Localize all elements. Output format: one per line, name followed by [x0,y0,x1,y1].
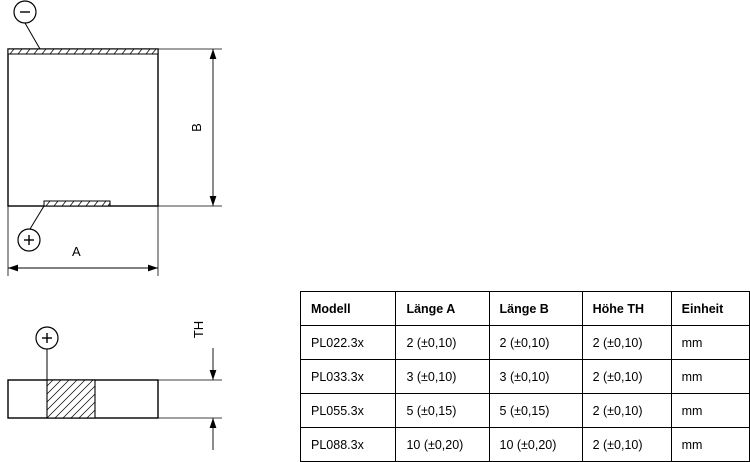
cell-length-b: 3 (±0,10) [489,360,582,394]
dimension-a [8,206,158,276]
header-einheit: Einheit [671,292,749,326]
header-hoehe-th: Höhe TH [582,292,671,326]
table-row [301,326,750,360]
dimension-th [158,348,222,450]
component-body-top [8,49,158,206]
top-view-drawing [0,0,250,285]
plus-leader-line [30,206,44,229]
specification-table [300,291,750,462]
table-row [301,394,750,428]
minus-leader-line [25,23,40,49]
table-row [301,428,750,462]
cell-length-b: 2 (±0,10) [489,326,582,360]
side-plus-sign-icon [42,333,52,343]
table-header-row [301,292,750,326]
plus-sign-icon [24,235,34,245]
cell-height-th: 2 (±0,10) [582,326,671,360]
header-laenge-b: Länge B [489,292,582,326]
cell-unit: mm [671,326,749,360]
cell-length-a: 5 (±0,15) [396,394,489,428]
cell-height-th: 2 (±0,10) [582,428,671,462]
bottom-electrode-band [44,201,110,206]
side-view-drawing [0,300,250,461]
cell-model: PL055.3x [301,394,396,428]
cell-model: PL088.3x [301,428,396,462]
dimension-th-label: TH [191,320,207,339]
cell-length-a: 3 (±0,10) [396,360,489,394]
cell-unit: mm [671,394,749,428]
cell-unit: mm [671,360,749,394]
dimension-b-label: B [188,123,204,132]
dimension-a-label: A [72,244,81,259]
cell-height-th: 2 (±0,10) [582,394,671,428]
cell-length-a: 10 (±0,20) [396,428,489,462]
cell-model: PL022.3x [301,326,396,360]
cell-length-b: 10 (±0,20) [489,428,582,462]
cell-model: PL033.3x [301,360,396,394]
header-modell: Modell [301,292,396,326]
cell-unit: mm [671,428,749,462]
cell-length-a: 2 (±0,10) [396,326,489,360]
cell-length-b: 5 (±0,15) [489,394,582,428]
table-row [301,360,750,394]
cell-height-th: 2 (±0,10) [582,360,671,394]
header-laenge-a: Länge A [396,292,489,326]
